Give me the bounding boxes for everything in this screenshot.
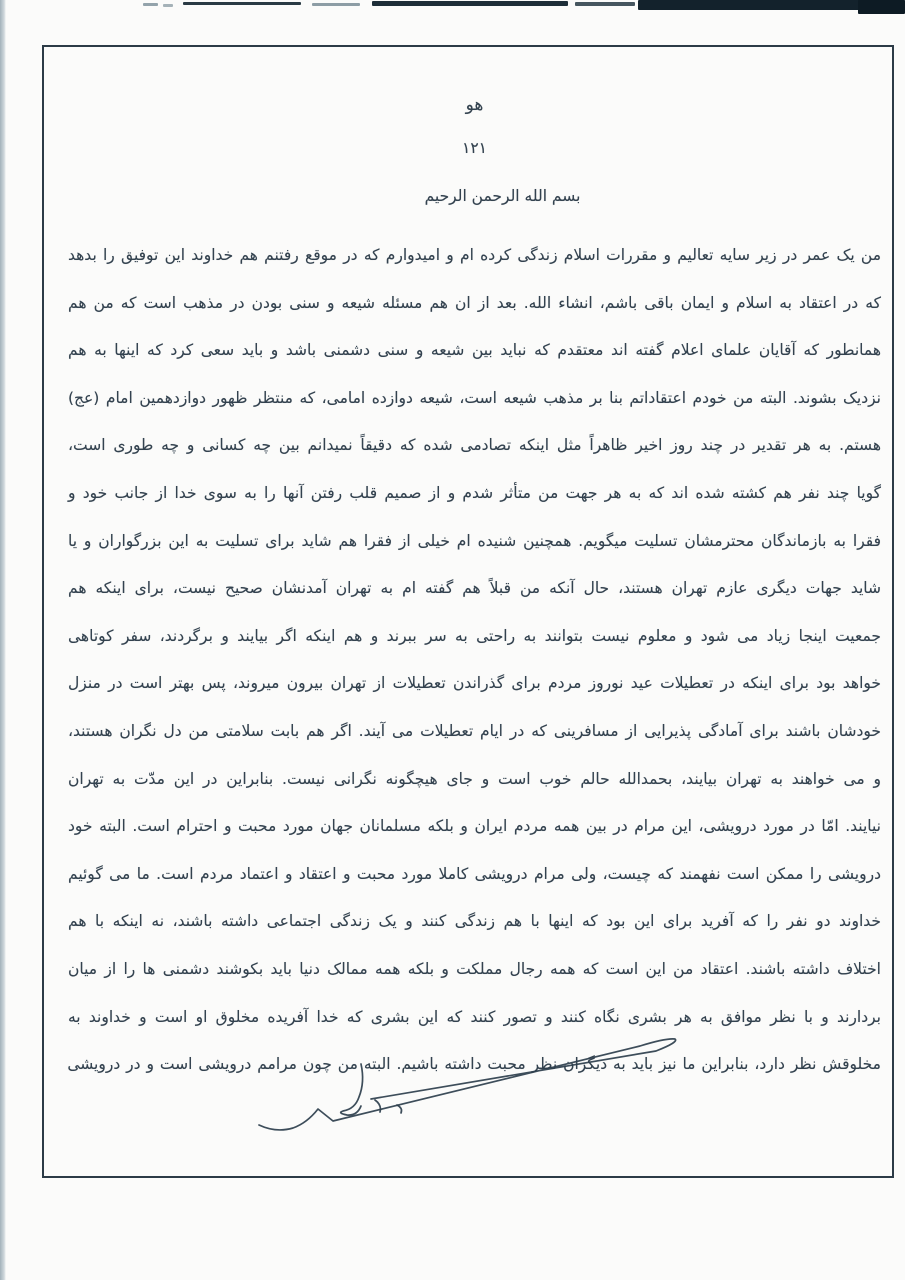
scan-artifact-segment: [183, 2, 301, 5]
scan-artifact-left-edge: [0, 0, 6, 1280]
letter-body-line: خواهد بود برای اینکه در تعطیلات عید نوروز مردم برای گذراندن تعطیلات از تهران بیرون میروند، پس بهتر است در منزل: [68, 674, 881, 693]
letter-body-line: همانطور که آقایان علمای اعلام گفته اند معتقدم که نباید بین شیعه و سنی دشمنی باشد و باید سعی کرد که اینها به هم: [68, 341, 881, 360]
scan-artifact-segment: [143, 3, 158, 6]
scan-artifact-segment: [163, 4, 173, 7]
letter-body-line: شاید جهات دیگری عازم تهران هستند، حال آنکه من قبلاً هم گفته ام به تهران آمدنشان صحیح نیست، برای اینکه هم: [68, 579, 881, 598]
letter-body-line: درویشی را ممکن است نفهمند که چیست، ولی مرام درویشی کاملا مورد محبت و اعتقاد و اعتماد مردم است. ما می گوئیم: [68, 864, 881, 883]
letter-body-line: جمعیت اینجا زیاد می شود و معلوم نیست بتوانند به راحتی به سر ببرند و هم اینکه اگر بیایند و برگردند، سفر کوتاهی: [68, 626, 881, 645]
letter-body-line: مخلوقش نظر دارد، بنابراین ما نیز باید به دیگران نظر محبت داشته باشیم. البته من چون مرامم درویشی است و در درویشی: [67, 1055, 881, 1074]
scan-artifact-segment: [858, 0, 905, 14]
scan-artifact-top-edge: [0, 0, 905, 16]
letter-body-line: خودشان باشند برای آمادگی پذیرایی از مسافرینی که در ایام تعطیلات می آیند. اگر هم بابت سلامتی من دل نگران هستند،: [68, 721, 881, 740]
basmala: بسم الله الرحمن الرحیم: [424, 187, 581, 205]
scan-artifact-segment: [312, 3, 360, 6]
header-invocation: هو: [465, 95, 484, 115]
letter-body-line: بردارند و با نظر موافق به هر بشری نگاه کنند و تصور کنند که این بشری که خدا آفریده مخلوق او است و خداوند به: [68, 1007, 881, 1026]
scan-artifact-segment: [575, 2, 635, 6]
letter-body-line: گویا چند نفر هم کشته شده اند که به هر جهت من متأثر شدم و از صمیم قلب رفتن آنها را به سوی خدا از جانب خود و: [68, 483, 881, 502]
scan-artifact-segment: [372, 1, 568, 6]
letter-body: [68, 232, 881, 1089]
letter-body-line: خداوند دو نفر را که آفرید برای این بود که اینها با هم زندگی کنند و یک زندگی اجتماعی داشته باشند، نه اینکه با هم: [68, 912, 881, 931]
letter-body-line: نزدیک بشوند. البته من خودم اعتقاداتم بنا بر مذهب شیعه است، شیعه دوازده امامی، که منتظر ظهور دوازدهمین امام (عج): [68, 388, 881, 407]
letter-body-line: هستم. به هر تقدیر در چند روز اخیر ظاهراً مثل اینکه تصادمی شده که دقیقاً نمیدانم بین چه کسانی و چه طوری است،: [68, 436, 881, 455]
letter-body-line: که در اعتقاد به اسلام و ایمان باقی باشم، انشاء الله. بعد از ان هم مسئله شیعه و سنی بودن در مذهب است که من هم: [68, 293, 881, 312]
letter-body-line: فقرا به بازماندگان محترمشان تسلیت میگویم. همچنین شنیده ام خیلی از فقرا هم شاید برای تسلیت به این بزرگواران و یا: [68, 531, 881, 550]
letter-body-line: من یک عمر در زیر سایه تعالیم و مقررات اسلام زندگی کرده ام و امیدوارم که در موقع رفتنم هم خداوند این توفیق را بدهد: [68, 246, 881, 264]
letter-body-line: اختلاف داشته باشند. اعتقاد من این است که همه رجال مملکت و بلکه همه ممالک دنیا باید بکوشند دشمنی ها را از میان: [68, 959, 881, 978]
letter-body-line: نیایند. امّا در مورد درویشی، این مرام در بین همه مردم ایران و بلکه مسلمانان جهان مورد محبت و احترام است. البته خود: [68, 817, 881, 836]
letter-body-line: و می خواهند به تهران بیایند، بحمدالله حالم خوب است و جای هیچگونه نگرانی نیست. بنابراین در این مدّت به تهران: [68, 769, 881, 788]
page-number: ۱۲۱: [462, 139, 487, 157]
